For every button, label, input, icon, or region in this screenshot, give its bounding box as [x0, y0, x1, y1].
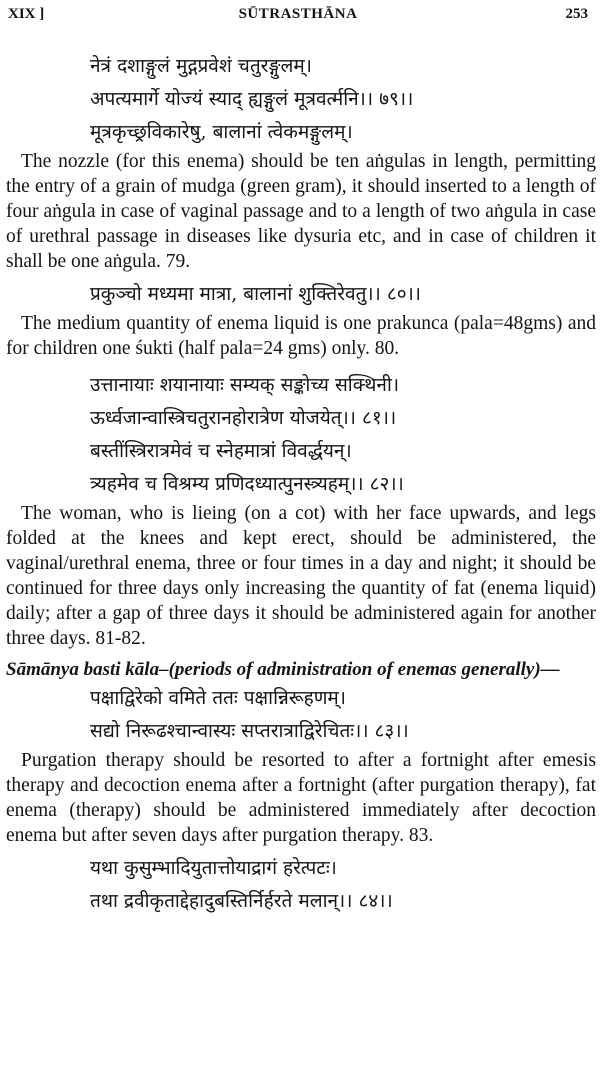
translation-paragraph: The medium quantity of enema liquid is one prakunca (pala=48gms) and for children one śukti (half pala=24 gms) only. 80.: [6, 313, 596, 359]
sanskrit-verse-line: यथा कुसुम्भादियुतात्तोयाद्रागं हरेत्पटः।: [90, 857, 337, 879]
sanskrit-verse-line: बस्तींस्त्रिरात्रमेवं च स्नेहमात्रां विवर्द्धयन्।: [90, 440, 352, 462]
sanskrit-verse-line: पक्षाद्विरेको वमिते ततः पक्षान्निरूहणम्।: [90, 687, 346, 709]
page-header: [8, 6, 588, 28]
sanskrit-verse-line: सद्यो निरूढश्चान्वास्यः सप्तरात्राद्विरेचितः।। ८३।।: [90, 720, 409, 742]
translation-paragraph: The woman, who is lieing (on a cot) with her face upwards, and legs folded at the knees and kept erect, should be administered, the vaginal/urethral enema, three or four times in a day and night; it should be continued for three days only increasing the quantity of fat (enema liquid) daily; after a gap of three days it should be administered again for another three days. 81-82.: [6, 503, 596, 649]
translation-paragraph: Purgation therapy should be resorted to after a fortnight after emesis therapy and decoction enema after a fortnight (after purgation therapy), fat enema (therapy) should be administered immediately after decoction enema but after seven days after purgation therapy. 83.: [6, 750, 596, 846]
sanskrit-verse-line: मूत्रकृच्छ्रविकारेषु, बालानां त्वेकमङ्गुलम्।: [90, 121, 353, 143]
sanskrit-verse-line: ऊर्ध्वजान्वास्त्रिचतुरानहोरात्रेण योजयेत्।। ८१।।: [90, 407, 397, 429]
section-title: Sāmānya basti kāla–(periods of administration of enemas generally)—: [6, 659, 560, 680]
sanskrit-verse-line: उत्तानायाः शयानायाः सम्यक् सङ्कोच्य सक्थिनी।: [90, 374, 400, 396]
sanskrit-verse-line: अपत्यमार्गे योज्यं स्याद् ह्यङ्गुलं मूत्रवर्त्मनि।। ७९।।: [90, 88, 414, 110]
chapter-number: XIX ]: [8, 6, 45, 22]
page-number: 253: [565, 6, 588, 22]
translation-paragraph: The nozzle (for this enema) should be ten aṅgulas in length, permitting the entry of a grain of mudga (green gram), it should inserted to a length of four aṅgula in case of vaginal passage and to a length of two aṅgula in case of urethral passage in diseases like dysuria etc, and in case of children it shall be one aṅgula. 79.: [6, 151, 596, 272]
sanskrit-verse-line: त्र्यहमेव च विश्रम्य प्रणिदध्यात्पुनस्त्र्यहम्।। ८२।।: [90, 473, 404, 495]
page-body: [6, 50, 596, 918]
sanskrit-verse-line: प्रकुञ्चो मध्यमा मात्रा, बालानां शुक्तिरेवतु।। ८०।।: [90, 283, 422, 305]
sanskrit-verse-line: तथा द्रवीकृताद्देहादुबस्तिर्निर्हरते मलान्।। ८४।।: [90, 890, 393, 912]
sanskrit-verse-line: नेत्रं दशाङ्गुलं मुद्गप्रवेशं चतुरङ्गुलम्।: [90, 55, 312, 77]
page-title: SŪTRASTHĀNA: [238, 6, 358, 22]
